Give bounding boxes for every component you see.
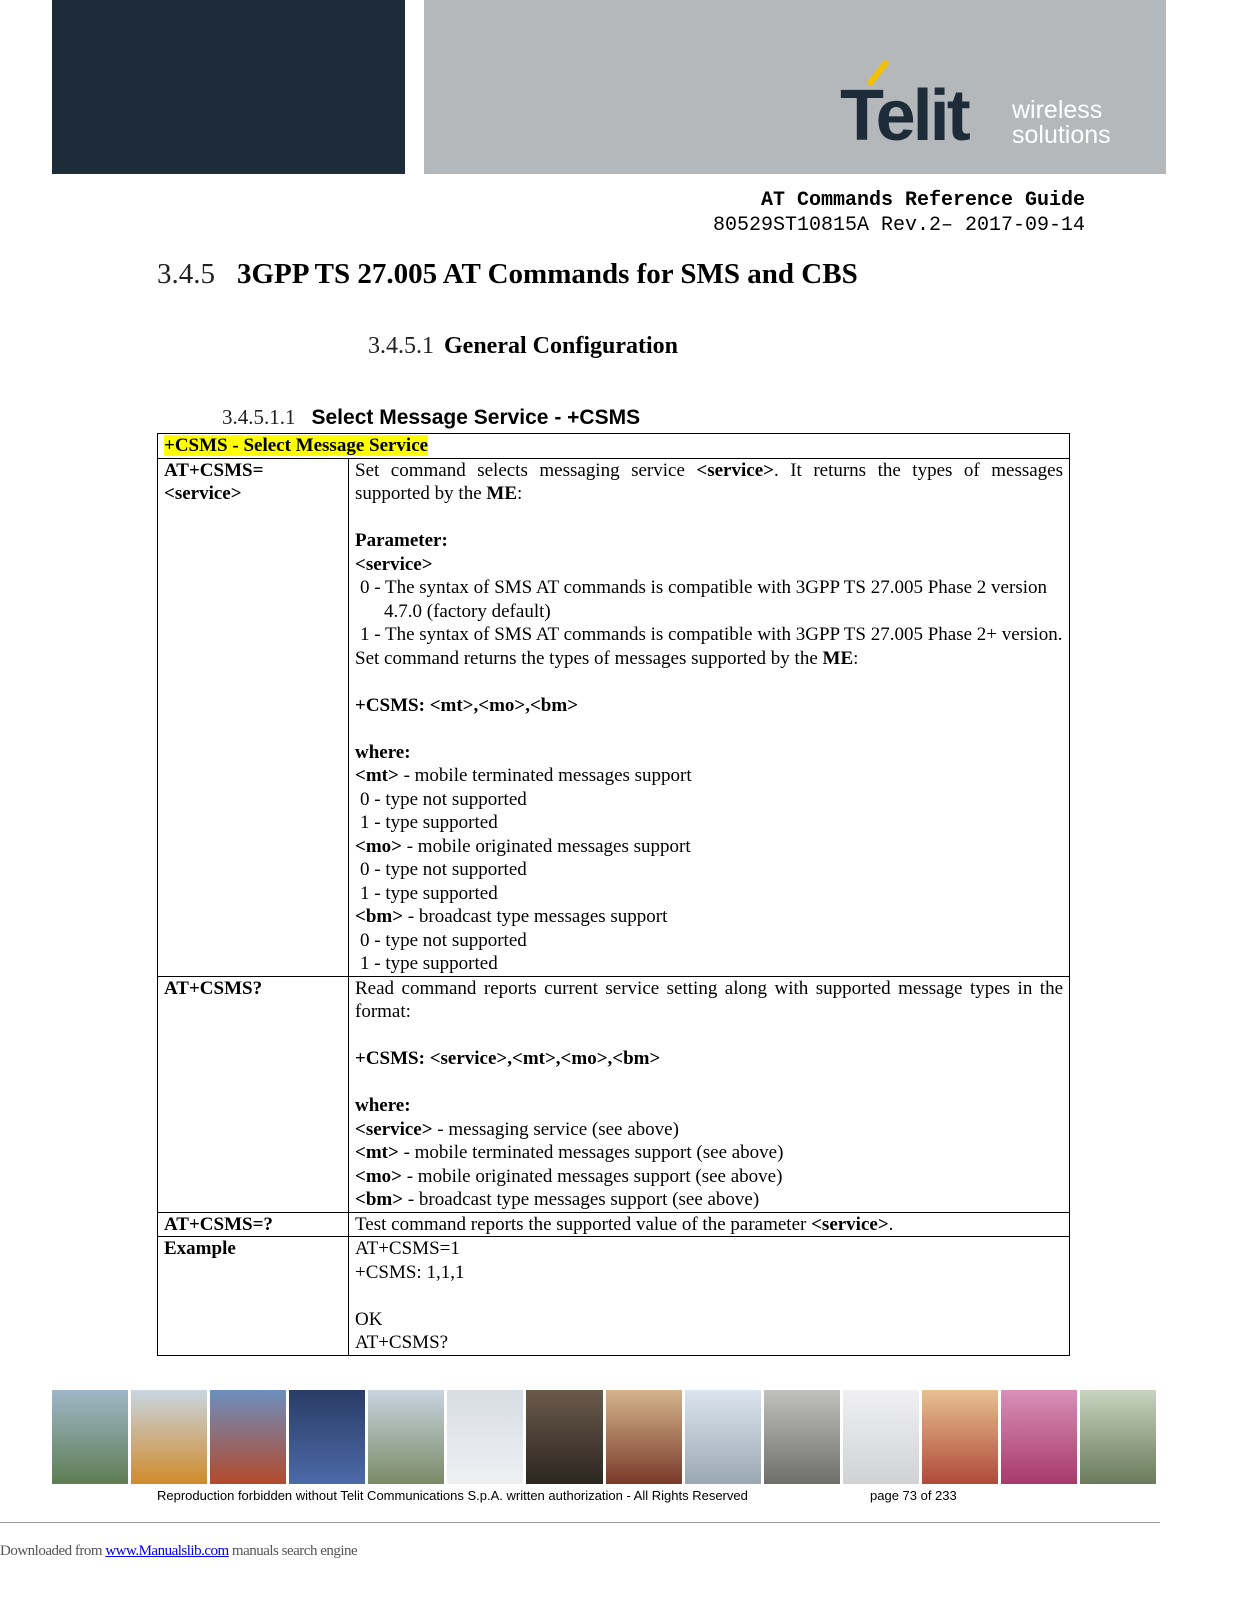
footer-photo xyxy=(131,1390,207,1484)
footer-photo xyxy=(606,1390,682,1484)
mt-option-0: 0 - type not supported xyxy=(360,788,527,810)
set-response-format: +CSMS: <mt>,<mo>,<bm> xyxy=(355,694,579,716)
table-row-example xyxy=(158,1237,1070,1356)
bm-option-0: 0 - type not supported xyxy=(360,929,527,951)
read-service-def: <service> - messaging service (see above) xyxy=(355,1118,679,1140)
command-table xyxy=(157,433,1070,1356)
table-row-test xyxy=(158,1212,1070,1237)
example-label-cell: Example xyxy=(158,1237,349,1356)
example-line: +CSMS: 1,1,1 xyxy=(355,1261,465,1283)
table-caption: +CSMS - Select Message Service xyxy=(164,435,429,456)
test-description-cell: Test command reports the supported value of the parameter <service>. xyxy=(349,1212,1070,1237)
subsubsection-heading xyxy=(222,405,640,430)
footer-photo xyxy=(922,1390,998,1484)
subsection-heading xyxy=(368,333,678,360)
parameter-label: Parameter: xyxy=(355,530,448,551)
read-response-format: +CSMS: <service>,<mt>,<mo>,<bm> xyxy=(355,1048,661,1069)
example-line: AT+CSMS=1 xyxy=(355,1238,460,1259)
copyright-notice: Reproduction forbidden without Telit Communications S.p.A. written authorization - All Rights Reserved xyxy=(157,1488,748,1503)
section-number: 3.4.5 xyxy=(157,258,215,290)
footer-photo xyxy=(368,1390,444,1484)
footer-photo xyxy=(447,1390,523,1484)
revision-line: 80529ST10815A Rev.2– 2017-09-14 xyxy=(712,214,1085,237)
set-intro: Set command selects messaging service <service>. It returns the types of messages supported by the ME: xyxy=(355,459,1064,504)
footer-photo xyxy=(526,1390,602,1484)
service-option-1: 1 - The syntax of SMS AT commands is compatible with 3GPP TS 27.005 Phase 2+ version. xyxy=(360,624,1063,645)
subsubsection-number: 3.4.5.1.1 xyxy=(222,405,296,429)
mo-definition: <mo> - mobile originated messages support xyxy=(355,835,691,857)
footer-photo xyxy=(289,1390,365,1484)
telit-logo xyxy=(840,60,1140,160)
download-credit: Downloaded from www.Manualslib.com manuals search engine xyxy=(0,1543,358,1559)
set-returns: Set command returns the types of messages supported by the ME: xyxy=(355,647,859,669)
read-bm-def: <bm> - broadcast type messages support (see above) xyxy=(355,1189,760,1210)
logo-tagline: wireless solutions xyxy=(1012,96,1111,149)
service-option-0: 0 - The syntax of SMS AT commands is compatible with 3GPP TS 27.005 Phase 2 version 4.7.0 (factory default) xyxy=(360,577,1047,622)
document-title xyxy=(713,188,1085,238)
footer-photo-strip xyxy=(52,1390,1156,1484)
read-command-cell: AT+CSMS? xyxy=(158,976,349,1212)
footer-photo xyxy=(764,1390,840,1484)
table-row-set xyxy=(158,458,1070,976)
read-where-label: where: xyxy=(355,1095,411,1116)
read-mt-def: <mt> - mobile terminated messages support (see above) xyxy=(355,1142,784,1163)
footer-divider xyxy=(0,1522,1160,1523)
subsubsection-title: Select Message Service - +CSMS xyxy=(311,406,641,429)
read-mo-def: <mo> - mobile originated messages support (see above) xyxy=(355,1165,783,1187)
subsection-number: 3.4.5.1 xyxy=(368,333,434,359)
section-title: 3GPP TS 27.005 AT Commands for SMS and CBS xyxy=(237,258,858,290)
footer-photo xyxy=(843,1390,919,1484)
set-command-cell: AT+CSMS= <service> xyxy=(158,458,349,976)
table-caption-row xyxy=(158,434,1070,459)
footer-photo xyxy=(685,1390,761,1484)
page-number: page 73 of 233 xyxy=(870,1488,957,1503)
mt-definition: <mt> - mobile terminated messages support xyxy=(355,765,692,786)
read-intro: Read command reports current service setting along with supported message types in the format: xyxy=(355,977,1063,1022)
footer-photo xyxy=(210,1390,286,1484)
guide-title: AT Commands Reference Guide xyxy=(760,189,1085,212)
example-line: OK xyxy=(355,1308,383,1330)
set-description-cell xyxy=(349,458,1070,976)
where-label: where: xyxy=(355,741,411,763)
parameter-name: <service> xyxy=(355,553,433,575)
subsection-title: General Configuration xyxy=(444,333,678,359)
test-command-cell: AT+CSMS=? xyxy=(158,1212,349,1237)
example-line: AT+CSMS? xyxy=(355,1332,449,1353)
header-dark-panel xyxy=(52,0,405,174)
footer-photo xyxy=(1001,1390,1077,1484)
read-description-cell xyxy=(349,976,1070,1212)
example-cell xyxy=(349,1237,1070,1356)
section-heading xyxy=(157,258,858,291)
footer-photo xyxy=(1080,1390,1156,1484)
mo-option-1: 1 - type supported xyxy=(360,882,498,904)
logo-wordmark: Telit xyxy=(840,76,968,156)
mo-option-0: 0 - type not supported xyxy=(360,859,527,880)
table-row-read xyxy=(158,976,1070,1212)
bm-definition: <bm> - broadcast type messages support xyxy=(355,906,668,927)
mt-option-1: 1 - type supported xyxy=(360,812,498,833)
footer-photo xyxy=(52,1390,128,1484)
manualslib-link[interactable]: www.Manualslib.com xyxy=(105,1543,229,1559)
bm-option-1: 1 - type supported xyxy=(360,953,498,974)
